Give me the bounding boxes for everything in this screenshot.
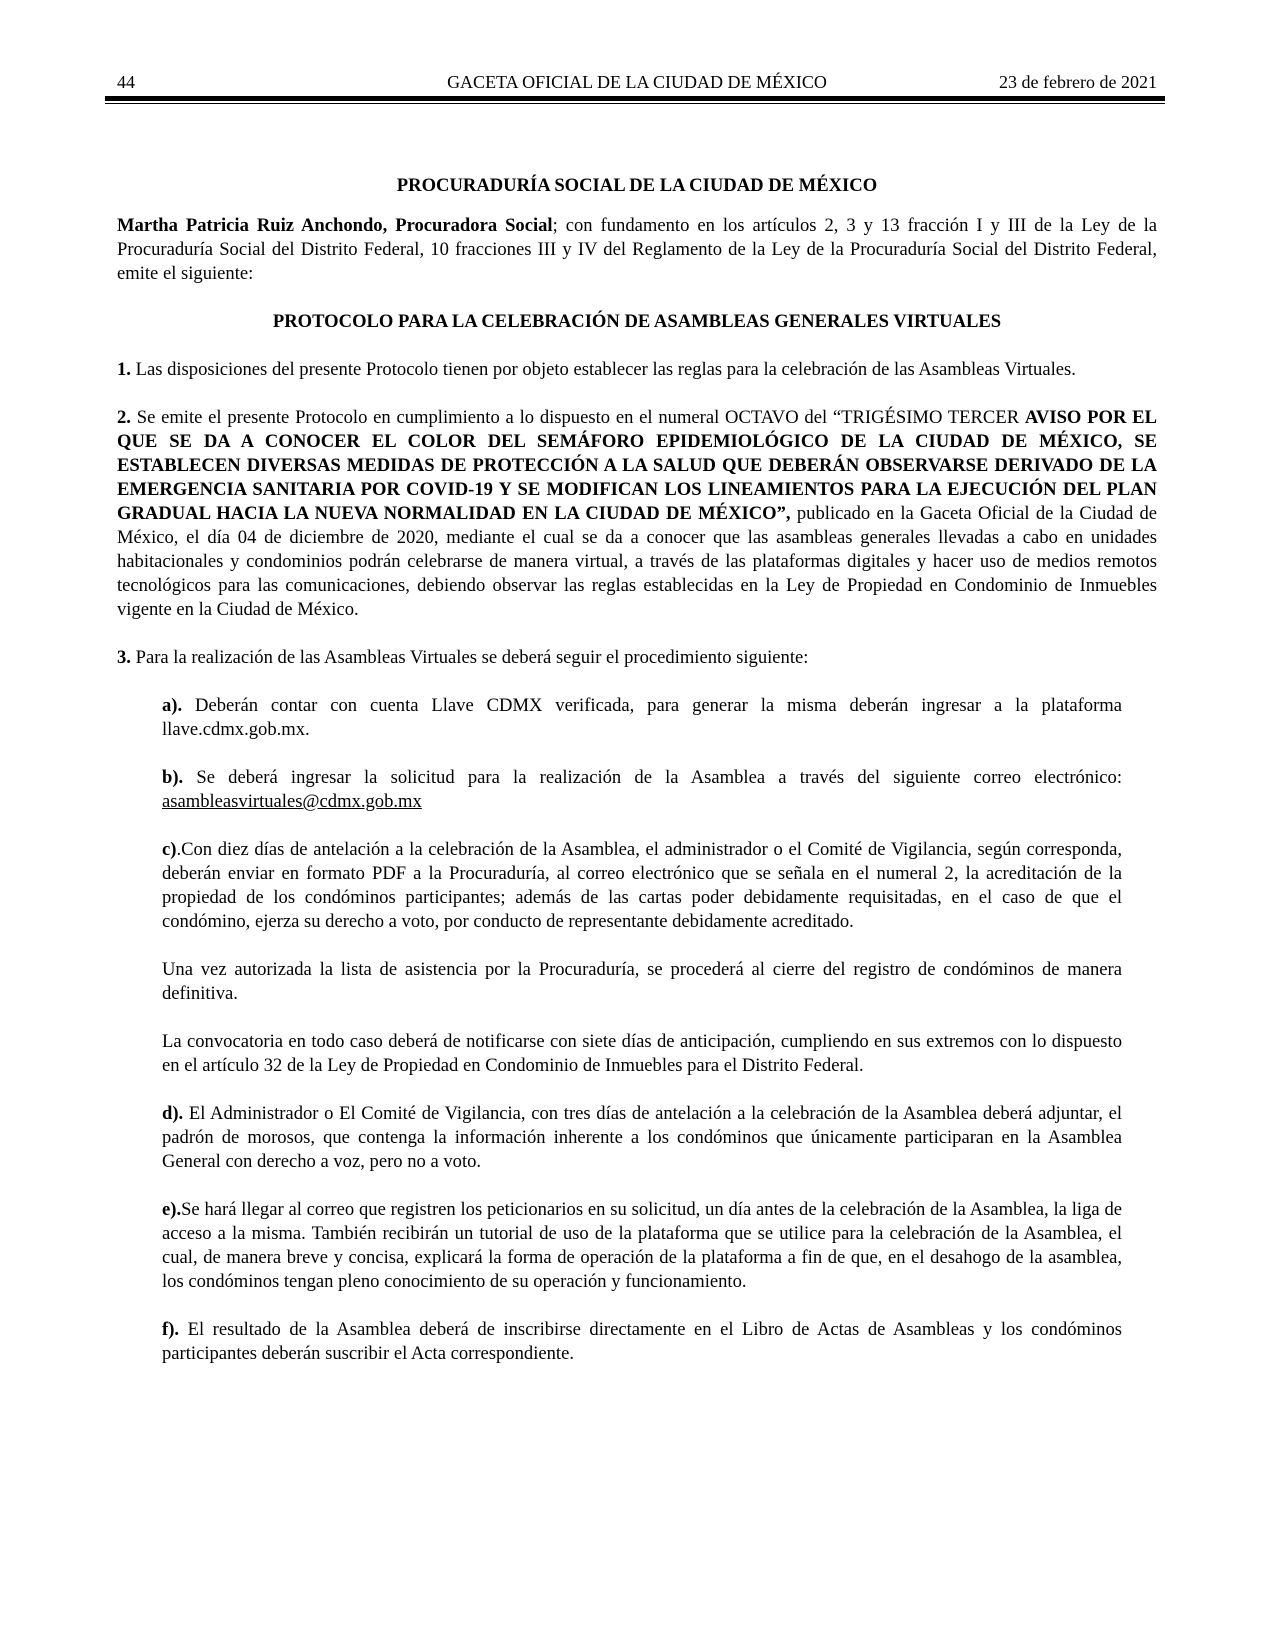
- header-rule-thin: [105, 103, 1165, 104]
- subitem-c-paragraph-3: La convocatoria en todo caso deberá de notificarse con siete días de anticipación, cumpliendo en sus extremos con lo dispuesto en el artículo 32 de la Ley de Propiedad en Condominio de Inmuebles para el Distrito Federal.: [162, 1031, 1122, 1076]
- subitem-c-paragraph-2: Una vez autorizada la lista de asistencia por la Procuraduría, se procederá al cierre del registro de condóminos de manera definitiva.: [162, 959, 1122, 1004]
- intro-paragraph: Martha Patricia Ruiz Anchondo, Procuradora Social; con fundamento en los artículos 2, 3 y 13 fracción I y III de la Ley de la Procuraduría Social del Distrito Federal, 10 fracciones III y IV del Reglamento de la Ley de la Procuraduría Social del Distrito Federal, emite el siguiente:: [117, 215, 1157, 284]
- subitem-a: a). Deberán contar con cuenta Llave CDMX verificada, para generar la misma deberán ingresar a la plataforma llave.cdmx.gob.mx.: [162, 695, 1122, 740]
- publication-title: GACETA OFICIAL DE LA CIUDAD DE MÉXICO: [447, 72, 827, 92]
- item-3: 3. Para la realización de las Asambleas Virtuales se deberá seguir el procedimiento siguiente:: [117, 647, 809, 668]
- signatory-name: Martha Patricia Ruiz Anchondo, Procuradora Social: [117, 215, 553, 236]
- email-link[interactable]: asambleasvirtuales@cdmx.gob.mx: [162, 791, 422, 812]
- subitem-f: f). El resultado de la Asamblea deberá de inscribirse directamente en el Libro de Actas de Asambleas y los condóminos participantes deberán suscribir el Acta correspondiente.: [162, 1319, 1122, 1364]
- subitem-e: e).Se hará llegar al correo que registren los peticionarios en su solicitud, un día antes de la celebración de la Asamblea, la liga de acceso a la misma. También recibirán un tutorial de uso de la plataforma que se utilice para la celebración de la Asamblea, el cual, de manera breve y concisa, explicará la forma de operación de la plataforma a fin de que, en el desahogo de la asamblea, los condóminos tengan pleno conocimiento de su operación y funcionamiento.: [162, 1199, 1122, 1292]
- page-number: 44: [117, 72, 135, 92]
- subitem-d: d). El Administrador o El Comité de Vigilancia, con tres días de antelación a la celebración de la Asamblea deberá adjuntar, el padrón de morosos, que contenga la información inherente a los condóminos que únicamente participaran en la Asamblea General con derecho a voz, pero no a voto.: [162, 1103, 1122, 1172]
- institution-heading: PROCURADURÍA SOCIAL DE LA CIUDAD DE MÉXICO: [396, 175, 878, 196]
- aviso-title: AVISO POR EL QUE SE DA A CONOCER EL COLOR DEL SEMÁFORO EPIDEMIOLÓGICO DE LA CIUDAD DE MÉXICO, SE ESTABLECEN DIVERSAS MEDIDAS DE PROTECCIÓN A LA SALUD QUE DEBERÁN OBSERVARSE DERIVADO DE LA EMERGENCIA SANITARIA POR COVID-19 Y SE MODIFICAN LOS LINEAMIENTOS PARA LA EJECUCIÓN DEL PLAN GRADUAL HACIA LA NUEVA NORMALIDAD EN LA CIUDAD DE MÉXICO”,: [117, 407, 1157, 524]
- item-1: 1. Las disposiciones del presente Protocolo tienen por objeto establecer las reglas para la celebración de las Asambleas Virtuales.: [117, 359, 1076, 380]
- item-2: 2. Se emite el presente Protocolo en cumplimiento a lo dispuesto en el numeral OCTAVO del “TRIGÉSIMO TERCER AVISO POR EL QUE SE DA A CONOCER EL COLOR DEL SEMÁFORO EPIDEMIOLÓGICO DE LA CIUDAD DE MÉXICO, SE ESTABLECEN DIVERSAS MEDIDAS DE PROTECCIÓN A LA SALUD QUE DEBERÁN OBSERVARSE DERIVADO DE LA EMERGENCIA SANITARIA POR COVID-19 Y SE MODIFICAN LOS LINEAMIENTOS PARA LA EJECUCIÓN DEL PLAN GRADUAL HACIA LA NUEVA NORMALIDAD EN LA CIUDAD DE MÉXICO”, publicado en la Gaceta Oficial de la Ciudad de México, el día 04 de diciembre de 2020, mediante el cual se da a conocer que las asambleas generales llevadas a cabo en unidades habitacionales y condominios podrán celebrarse de manera virtual, a través de las plataformas digitales y hacer uso de medios remotos tecnológicos para las comunicaciones, debiendo observar las reglas establecidas en la Ley de Propiedad en Condominio de Inmuebles vigente en la Ciudad de México.: [117, 407, 1157, 620]
- protocol-title: PROTOCOLO PARA LA CELEBRACIÓN DE ASAMBLEAS GENERALES VIRTUALES: [272, 311, 1002, 332]
- publication-date: 23 de febrero de 2021: [999, 72, 1157, 92]
- document-body: [117, 174, 1157, 1366]
- subitem-c: c).Con diez días de antelación a la celebración de la Asamblea, el administrador o el Comité de Vigilancia, según corresponda, deberán enviar en formato PDF a la Procuraduría, al correo electrónico que se señala en el numeral 2, la acreditación de la propiedad de los condóminos participantes; además de las cartas poder debidamente requisitadas, en el caso de que el condómino, ejerza su derecho a voto, por conducto de representante debidamente acreditado.: [162, 839, 1122, 932]
- subitem-b: b). Se deberá ingresar la solicitud para la realización de la Asamblea a través del siguiente correo electrónico: asambleasvirtuales@cdmx.gob.mx: [162, 767, 1122, 812]
- page-header: [117, 72, 1157, 98]
- header-rule-thick: [105, 96, 1165, 101]
